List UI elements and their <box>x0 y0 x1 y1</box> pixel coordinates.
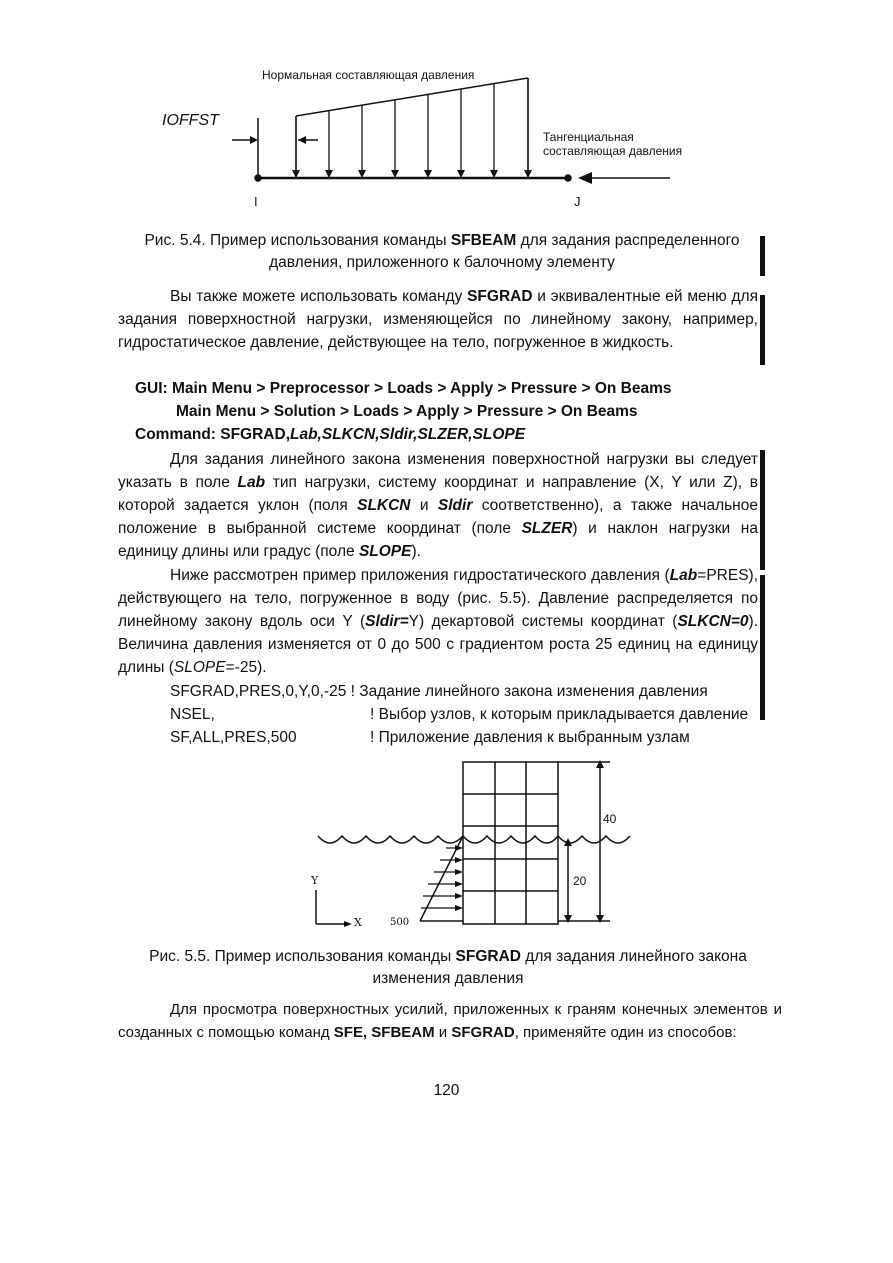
axis-y-label: Y <box>311 874 319 887</box>
node-j-label: J <box>574 194 581 209</box>
paragraph-hydrostatic-example: Ниже рассмотрен пример приложения гидростатического давления (Lab=PRES), действующего на тело, погруженное в воду (рис. 5.5). Давление распределяется по линейному закону вдоль оси Y (Sldir=Y) декартовой системы координат (SLKCN=0). Величина давления изменяется от 0 до 500 с градиентом роста 25 единиц на единицу длины (SLOPE=-25). <box>118 567 758 676</box>
figure-5-5 <box>300 756 660 936</box>
code-block <box>170 680 770 749</box>
paragraph-view-surface-loads: Для просмотра поверхностных усилий, приложенных к граням конечных элементов и созданных с помощью команд SFE, SFBEAM и SFGRAD, применяйте один из способов: <box>118 1001 782 1041</box>
ioffst-label: IOFFST <box>162 112 219 129</box>
scan-margin-mark <box>760 450 765 570</box>
tangential-pressure-label: Тангенциальная составляющая давления <box>543 130 683 158</box>
gui-path-line2: Main Menu > Solution > Loads > Apply > Pressure > On Beams <box>176 403 638 420</box>
gui-path-line1: GUI: Main Menu > Preprocessor > Loads > Apply > Pressure > On Beams <box>135 380 672 397</box>
code-line: SF,ALL,PRES,500 ! Приложение давления к выбранным узлам <box>170 729 690 746</box>
code-line: NSEL, ! Выбор узлов, к которым прикладывается давление <box>170 706 749 723</box>
scan-margin-mark <box>760 236 765 276</box>
paragraph-sfgrad-intro: Вы также можете использовать команду SFGRAD и эквивалентные ей меню для задания поверхностной нагрузки, изменяющейся по линейному закону, например, гидростатическое давление, действующее на тело, погруженное в жидкость. <box>118 288 758 351</box>
dimension-20: 20 <box>573 874 587 888</box>
load-500-label: 500 <box>390 917 410 928</box>
figure-5-5-caption: Рис. 5.5. Пример использования команды SFGRAD для задания линейного закона изменения давления <box>149 948 747 987</box>
figure-5-4-caption: Рис. 5.4. Пример использования команды SFBEAM для задания распределенного давления, приложенного к балочному элементу <box>144 232 740 271</box>
command-syntax: Command: SFGRAD,Lab,SLKCN,Sldir,SLZER,SLOPE <box>135 426 526 443</box>
paragraph-sfgrad-fields: Для задания линейного закона изменения поверхностной нагрузки вы следует указать в поле Lab тип нагрузки, систему координат и направление (X, Y или Z), в которой задается уклон (поля SLKCN и Sldir соответственно), а также начальное положение в выбранной системе координат (поле SLZER) и наклон нагрузки на единицу длины или градус (поле SLOPE). <box>118 451 758 560</box>
scan-margin-mark <box>760 295 765 365</box>
node-i-label: I <box>254 194 258 209</box>
scan-margin-mark <box>760 575 765 720</box>
sfgrad-command: SFGRAD <box>455 948 521 965</box>
sfbeam-command: SFBEAM <box>450 232 517 249</box>
pressure-arrows <box>296 78 528 174</box>
figure-5-4 <box>150 60 750 220</box>
normal-pressure-label: Нормальная составляющая давления <box>262 68 475 82</box>
page-number: 120 <box>433 1082 460 1099</box>
dimension-40: 40 <box>603 812 617 826</box>
code-line: SFGRAD,PRES,0,Y,0,-25 ! Задание линейного закона изменения давления <box>170 683 708 700</box>
axis-x-label: X <box>354 916 362 929</box>
submerged-body-diagram <box>300 756 660 936</box>
